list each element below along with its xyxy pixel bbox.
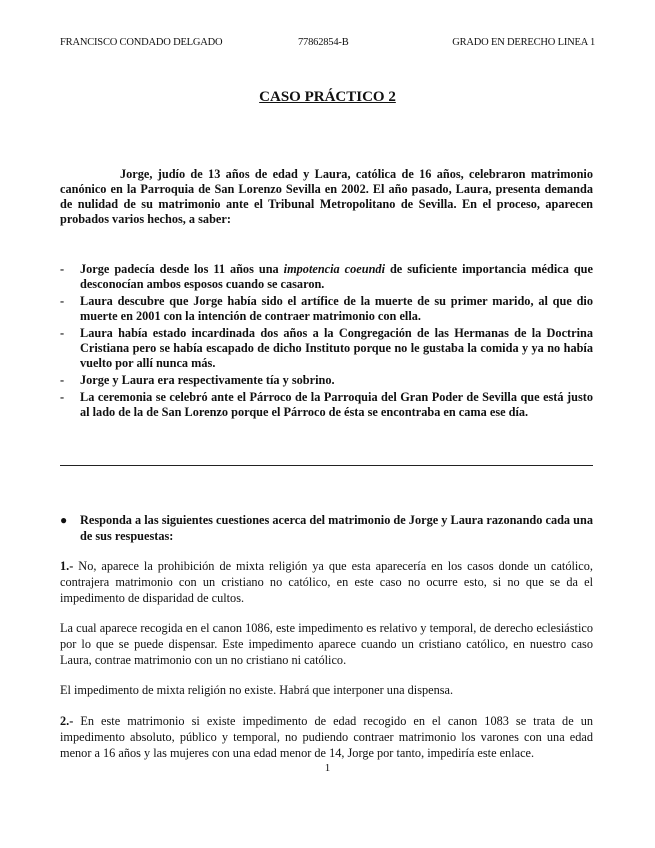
fact-text: Jorge y Laura era respectivamente tía y sobrino. xyxy=(80,373,335,387)
answer-2-number: 2.- xyxy=(60,714,74,728)
answer-1-text: No, aparece la prohibición de mixta religión ya que esta aparecería en los casos donde un católico, contrajera matrimonio con un cristiano no católico, en este caso no ocurre esto, si no que se da el impedimento de disparidad de cultos. xyxy=(60,559,593,605)
fact-item xyxy=(60,262,593,292)
fact-item xyxy=(60,373,593,388)
fact-text: Laura había estado incardinada dos años a la Congregación de las Hermanas de la Doctrina Cristiana pero se había escapado de dicho Instituto porque no le gustaba la comida y ya no había vuelto por allí nunca más. xyxy=(80,326,593,370)
fact-item xyxy=(60,326,593,371)
header-author-name: FRANCISCO CONDADO DELGADO xyxy=(60,37,223,48)
fact-text: Laura descubre que Jorge había sido el artífice de la muerte de su primer marido, al que dio muerte en 2001 con la intención de contraer matrimonio con ella. xyxy=(80,294,593,323)
answer-1-paragraph-2: La cual aparece recogida en el canon 1086, este impedimento es relativo y temporal, de derecho eclesiástico por lo que se puede dispensar. Este impedimento aparece cuando un cristiano católico, en nuestro caso Laura, contrae matrimonio con un no cristiano ni católico. xyxy=(60,621,593,667)
proven-facts-list xyxy=(60,262,593,422)
fact-text-continued: de suficiente importancia médica que desconocían ambos esposos cuando se casaron. xyxy=(80,262,593,291)
header-degree: GRADO EN DERECHO LINEA 1 xyxy=(452,37,595,48)
horizontal-divider xyxy=(60,465,593,466)
fact-text: Jorge padecía desde los 11 años una xyxy=(80,262,284,276)
answer-2-paragraph xyxy=(60,713,593,761)
fact-emphasis: impotencia coeundi xyxy=(283,262,385,276)
answer-1-number: 1.- xyxy=(60,559,74,573)
fact-item xyxy=(60,390,593,420)
header-id-number: 77862854-B xyxy=(298,37,349,48)
page-number: 1 xyxy=(324,762,331,774)
answer-1-paragraph-3: El impedimento de mixta religión no existe. Habrá que interponer una dispensa. xyxy=(60,683,454,697)
answer-2-text: En este matrimonio si existe impedimento de edad recogido en el canon 1083 se trata de un impedimento absoluto, público y temporal, no pudiendo contraer matrimonio los varones con una edad menor a 16 años y las mujeres con una edad menor de 14, Jorge por tanto, impediría este enlace. xyxy=(60,714,593,760)
fact-text: La ceremonia se celebró ante el Párroco de la Parroquia del Gran Poder de Sevilla que está justo al lado de la de San Lorenzo porque el Párroco de ésta se encontraba en cama ese día. xyxy=(80,390,593,419)
answer-1-paragraph xyxy=(60,558,593,606)
case-intro-paragraph: Jorge, judío de 13 años de edad y Laura, católica de 16 años, celebraron matrimonio canónico en la Parroquia de San Lorenzo Sevilla en 2002. El año pasado, Laura, presenta demanda de nulidad de su matrimonio ante el Tribunal Metropolitano de Sevilla. En el proceso, aparecen probados varios hechos, a saber: xyxy=(60,167,593,226)
document-title: CASO PRÁCTICO 2 xyxy=(259,89,396,105)
bullet-icon: ● xyxy=(60,513,68,527)
question-block xyxy=(60,512,593,544)
question-text: Responda a las siguientes cuestiones acerca del matrimonio de Jorge y Laura razonando cada una de sus respuestas: xyxy=(80,513,593,543)
fact-item xyxy=(60,294,593,324)
